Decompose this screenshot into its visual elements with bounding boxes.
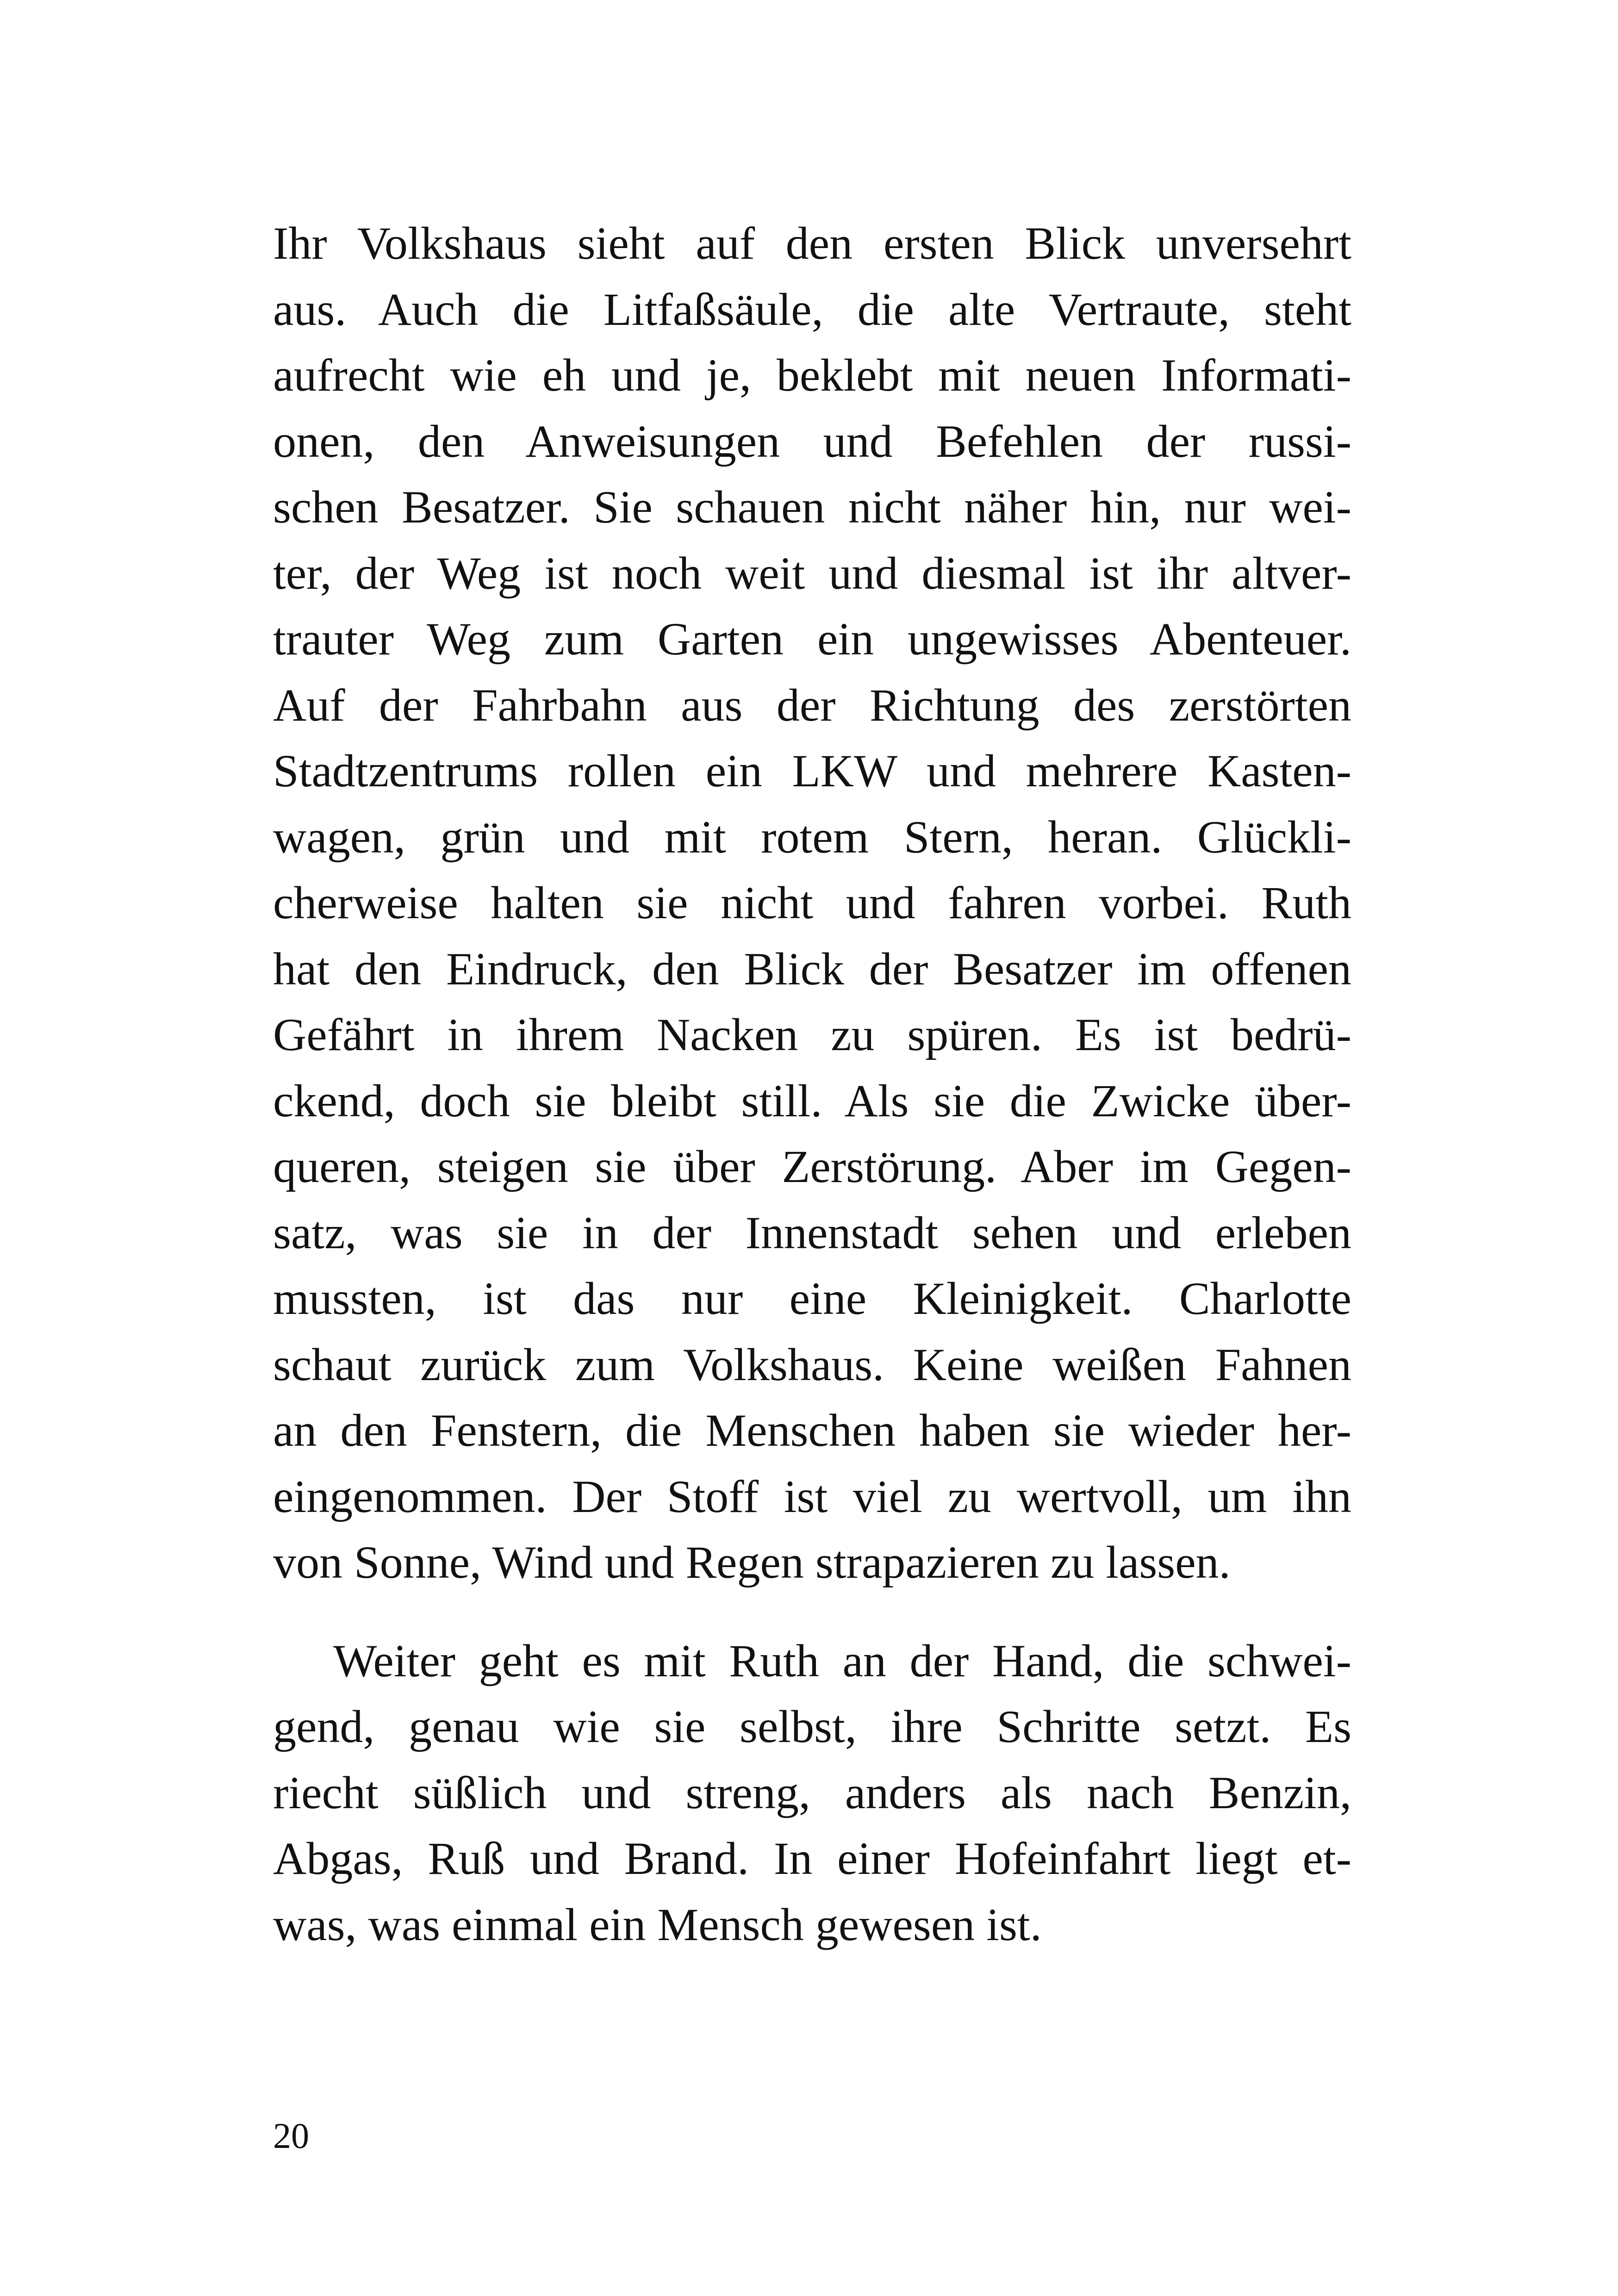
text-line: ter, der Weg ist noch weit und diesmal ist ihr altver-	[273, 547, 1351, 599]
text-line: aus. Auch die Litfaßsäule, die alte Vertraute, steht	[273, 283, 1351, 335]
text-line: was, was einmal ein Mensch gewesen ist.	[273, 1898, 1042, 1950]
paragraph-1	[273, 211, 1351, 1596]
paragraph-2	[273, 1628, 1351, 1958]
text-line: Weiter geht es mit Ruth an der Hand, die schwei-	[333, 1635, 1351, 1686]
text-line: schaut zurück zum Volkshaus. Keine weißen Fahnen	[273, 1338, 1351, 1390]
text-line: von Sonne, Wind und Regen strapazieren zu lassen.	[273, 1537, 1231, 1588]
text-line: onen, den Anweisungen und Befehlen der russi-	[273, 415, 1351, 467]
text-line: Gefährt in ihrem Nacken zu spüren. Es ist bedrü-	[273, 1009, 1351, 1060]
text-line: riecht süßlich und streng, anders als nach Benzin,	[273, 1767, 1351, 1818]
text-line: cherweise halten sie nicht und fahren vorbei. Ruth	[273, 877, 1351, 928]
text-line: mussten, ist das nur eine Kleinigkeit. Charlotte	[273, 1273, 1351, 1324]
text-line: satz, was sie in der Innenstadt sehen und erleben	[273, 1207, 1351, 1258]
text-line: wagen, grün und mit rotem Stern, heran. Glückli-	[273, 811, 1351, 863]
text-line: hat den Eindruck, den Blick der Besatzer im offenen	[273, 943, 1351, 995]
text-line: trauter Weg zum Garten ein ungewisses Abenteuer.	[273, 613, 1351, 665]
page-number: 20	[273, 2116, 309, 2156]
text-line: Stadtzentrums rollen ein LKW und mehrere Kasten-	[273, 745, 1351, 796]
text-line: queren, steigen sie über Zerstörung. Aber im Gegen-	[273, 1141, 1351, 1192]
text-line: Ihr Volkshaus sieht auf den ersten Blick unversehrt	[273, 218, 1351, 269]
text-line: Auf der Fahrbahn aus der Richtung des zerstörten	[273, 679, 1351, 731]
text-line: ckend, doch sie bleibt still. Als sie die Zwicke über-	[273, 1075, 1351, 1126]
body-text	[273, 211, 1351, 1958]
text-line: aufrecht wie eh und je, beklebt mit neuen Informati-	[273, 349, 1351, 401]
text-line: eingenommen. Der Stoff ist viel zu wertvoll, um ihn	[273, 1470, 1351, 1522]
text-line: an den Fenstern, die Menschen haben sie wieder her-	[273, 1405, 1351, 1456]
text-line: schen Besatzer. Sie schauen nicht näher hin, nur wei-	[273, 481, 1351, 533]
text-line: gend, genau wie sie selbst, ihre Schritte setzt. Es	[273, 1701, 1351, 1752]
text-line: Abgas, Ruß und Brand. In einer Hofeinfahrt liegt et-	[273, 1833, 1351, 1884]
